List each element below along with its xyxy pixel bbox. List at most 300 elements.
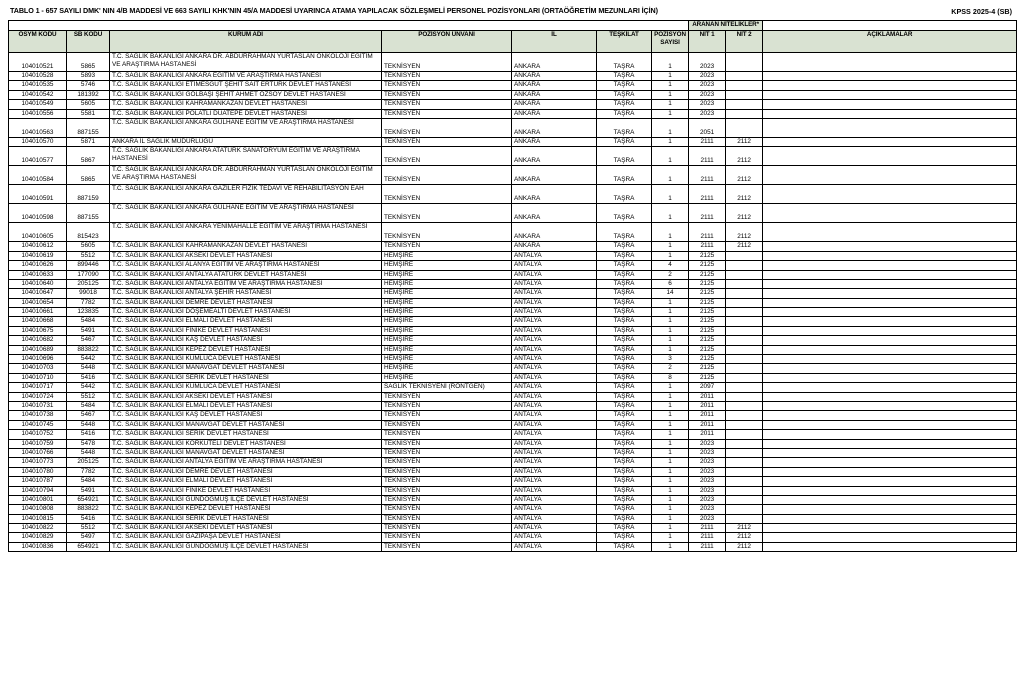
cell-sb-kodu: 5416 <box>67 514 110 523</box>
cell-teskilat: TAŞRA <box>597 279 652 288</box>
cell-osym-kodu: 104010815 <box>9 514 67 523</box>
cell-nit-2: 2112 <box>726 533 763 542</box>
cell-aciklamalar <box>763 270 1017 279</box>
cell-nit-2 <box>726 514 763 523</box>
cell-sb-kodu: 5467 <box>67 411 110 420</box>
cell-kurum-adi: T.C. SAĞLIK BAKANLIĞI GÖLBAŞI ŞEHİT AHMET ÖZSOY DEVLET HASTANESİ <box>110 90 382 99</box>
table-row <box>9 401 1017 410</box>
cell-nit-1: 2125 <box>689 308 726 317</box>
cell-il: ANKARA <box>512 109 597 118</box>
cell-pozisyon-unvani: TEKNİSYEN <box>382 204 512 223</box>
cell-kurum-adi: T.C. SAĞLIK BAKANLIĞI KEPEZ DEVLET HASTANESİ <box>110 345 382 354</box>
table-row <box>9 392 1017 401</box>
cell-pozisyon-sayisi: 1 <box>652 495 689 504</box>
cell-aciklamalar <box>763 486 1017 495</box>
cell-kurum-adi: T.C. SAĞLIK BAKANLIĞI KAHRAMANKAZAN DEVLET HASTANESİ <box>110 242 382 251</box>
cell-il: ANKARA <box>512 242 597 251</box>
cell-kurum-adi: T.C. SAĞLIK BAKANLIĞI FİNİKE DEVLET HASTANESİ <box>110 486 382 495</box>
cell-osym-kodu: 104010556 <box>9 109 67 118</box>
cell-pozisyon-sayisi: 3 <box>652 355 689 364</box>
cell-il: ANTALYA <box>512 326 597 335</box>
cell-pozisyon-unvani: TEKNİSYEN <box>382 505 512 514</box>
cell-nit-2 <box>726 90 763 99</box>
cell-pozisyon-unvani: TEKNİSYEN <box>382 524 512 533</box>
cell-kurum-adi: T.C. SAĞLIK BAKANLIĞI MANAVGAT DEVLET HASTANESİ <box>110 364 382 373</box>
cell-teskilat: TAŞRA <box>597 147 652 166</box>
cell-nit-2 <box>726 109 763 118</box>
cell-pozisyon-unvani: HEMŞİRE <box>382 279 512 288</box>
table-row <box>9 467 1017 476</box>
cell-kurum-adi: T.C. SAĞLIK BAKANLIĞI ANTALYA ŞEHİR HASTANESİ <box>110 289 382 298</box>
cell-teskilat: TAŞRA <box>597 90 652 99</box>
cell-pozisyon-sayisi: 4 <box>652 261 689 270</box>
cell-kurum-adi: T.C. SAĞLIK BAKANLIĞI ANKARA ATATÜRK SANATORYUM EĞİTİM VE ARAŞTIRMA HASTANESİ <box>110 147 382 166</box>
cell-kurum-adi: T.C. SAĞLIK BAKANLIĞI ANKARA EĞİTİM VE ARAŞTIRMA HASTANESİ <box>110 72 382 81</box>
cell-osym-kodu: 104010808 <box>9 505 67 514</box>
cell-kurum-adi: T.C. SAĞLIK BAKANLIĞI DÖŞEMEALTI DEVLET HASTANESİ <box>110 308 382 317</box>
cell-pozisyon-sayisi: 1 <box>652 298 689 307</box>
cell-sb-kodu: 5865 <box>67 166 110 185</box>
cell-pozisyon-sayisi: 2 <box>652 364 689 373</box>
cell-il: ANTALYA <box>512 261 597 270</box>
cell-aciklamalar <box>763 261 1017 270</box>
cell-teskilat: TAŞRA <box>597 524 652 533</box>
cell-pozisyon-unvani: TEKNİSYEN <box>382 90 512 99</box>
group-header-spacer <box>9 21 689 31</box>
cell-pozisyon-sayisi: 1 <box>652 524 689 533</box>
cell-pozisyon-sayisi: 1 <box>652 147 689 166</box>
cell-pozisyon-unvani: TEKNİSYEN <box>382 542 512 551</box>
cell-sb-kodu: 883822 <box>67 505 110 514</box>
cell-nit-1: 2023 <box>689 90 726 99</box>
cell-pozisyon-unvani: TEKNİSYEN <box>382 486 512 495</box>
cell-pozisyon-unvani: TEKNİSYEN <box>382 430 512 439</box>
cell-teskilat: TAŞRA <box>597 458 652 467</box>
table-row <box>9 495 1017 504</box>
cell-sb-kodu: 5467 <box>67 336 110 345</box>
cell-nit-2 <box>726 495 763 504</box>
cell-osym-kodu: 104010794 <box>9 486 67 495</box>
cell-il: ANTALYA <box>512 467 597 476</box>
cell-pozisyon-sayisi: 1 <box>652 505 689 514</box>
cell-osym-kodu: 104010549 <box>9 100 67 109</box>
cell-nit-1: 2023 <box>689 477 726 486</box>
cell-pozisyon-unvani: HEMŞİRE <box>382 317 512 326</box>
cell-nit-2 <box>726 53 763 72</box>
cell-sb-kodu: 7782 <box>67 298 110 307</box>
cell-nit-2 <box>726 458 763 467</box>
table-row <box>9 542 1017 551</box>
cell-teskilat: TAŞRA <box>597 514 652 523</box>
cell-kurum-adi: T.C. SAĞLIK BAKANLIĞI AKSEKİ DEVLET HASTANESİ <box>110 524 382 533</box>
cell-pozisyon-sayisi: 2 <box>652 270 689 279</box>
cell-kurum-adi: T.C. SAĞLIK BAKANLIĞI ANTALYA EĞİTİM VE ARAŞTIRMA HASTANESİ <box>110 279 382 288</box>
cell-pozisyon-unvani: HEMŞİRE <box>382 345 512 354</box>
table-row <box>9 336 1017 345</box>
cell-sb-kodu: 177090 <box>67 270 110 279</box>
cell-osym-kodu: 104010759 <box>9 439 67 448</box>
cell-teskilat: TAŞRA <box>597 486 652 495</box>
cell-nit-2 <box>726 392 763 401</box>
cell-il: ANTALYA <box>512 495 597 504</box>
cell-nit-2 <box>726 298 763 307</box>
cell-pozisyon-unvani: TEKNİSYEN <box>382 401 512 410</box>
cell-osym-kodu: 104010717 <box>9 383 67 392</box>
cell-osym-kodu: 104010654 <box>9 298 67 307</box>
cell-pozisyon-sayisi: 1 <box>652 308 689 317</box>
cell-nit-1: 2111 <box>689 242 726 251</box>
cell-teskilat: TAŞRA <box>597 118 652 137</box>
cell-nit-1: 2111 <box>689 147 726 166</box>
cell-pozisyon-unvani: HEMŞİRE <box>382 355 512 364</box>
cell-nit-2 <box>726 411 763 420</box>
cell-nit-2 <box>726 336 763 345</box>
cell-nit-2 <box>726 439 763 448</box>
cell-sb-kodu: 205125 <box>67 458 110 467</box>
cell-osym-kodu: 104010822 <box>9 524 67 533</box>
cell-nit-2 <box>726 345 763 354</box>
cell-kurum-adi: T.C. SAĞLIK BAKANLIĞI ANKARA GÜLHANE EĞİTİM VE ARAŞTIRMA HASTANESİ <box>110 204 382 223</box>
table-row <box>9 373 1017 382</box>
cell-teskilat: TAŞRA <box>597 373 652 382</box>
table-row <box>9 439 1017 448</box>
cell-kurum-adi: T.C. SAĞLIK BAKANLIĞI KORKUTELİ DEVLET HASTANESİ <box>110 439 382 448</box>
cell-osym-kodu: 104010682 <box>9 336 67 345</box>
table-header <box>9 21 1017 53</box>
cell-pozisyon-sayisi: 1 <box>652 467 689 476</box>
cell-il: ANTALYA <box>512 477 597 486</box>
cell-sb-kodu: 899446 <box>67 261 110 270</box>
cell-osym-kodu: 104010675 <box>9 326 67 335</box>
cell-osym-kodu: 104010752 <box>9 430 67 439</box>
cell-teskilat: TAŞRA <box>597 251 652 260</box>
cell-teskilat: TAŞRA <box>597 261 652 270</box>
cell-aciklamalar <box>763 383 1017 392</box>
document-header <box>8 6 1016 20</box>
positions-table <box>8 20 1017 552</box>
table-row <box>9 242 1017 251</box>
cell-kurum-adi: T.C. SAĞLIK BAKANLIĞI DEMRE DEVLET HASTANESİ <box>110 467 382 476</box>
cell-pozisyon-unvani: TEKNİSYEN <box>382 100 512 109</box>
cell-nit-1: 2023 <box>689 109 726 118</box>
cell-aciklamalar <box>763 223 1017 242</box>
cell-teskilat: TAŞRA <box>597 308 652 317</box>
col-osym-kodu: ÖSYM KODU <box>9 31 67 53</box>
cell-pozisyon-sayisi: 1 <box>652 430 689 439</box>
cell-pozisyon-unvani: HEMŞİRE <box>382 251 512 260</box>
cell-aciklamalar <box>763 298 1017 307</box>
table-row <box>9 279 1017 288</box>
cell-teskilat: TAŞRA <box>597 467 652 476</box>
cell-nit-1: 2051 <box>689 118 726 137</box>
cell-aciklamalar <box>763 524 1017 533</box>
cell-pozisyon-unvani: TEKNİSYEN <box>382 81 512 90</box>
cell-nit-1: 2111 <box>689 166 726 185</box>
cell-osym-kodu: 104010689 <box>9 345 67 354</box>
cell-teskilat: TAŞRA <box>597 411 652 420</box>
cell-nit-2 <box>726 477 763 486</box>
exam-code-label: KPSS 2025-4 (SB) <box>951 7 1012 16</box>
table-row <box>9 326 1017 335</box>
cell-nit-2 <box>726 279 763 288</box>
cell-nit-1: 2023 <box>689 81 726 90</box>
cell-teskilat: TAŞRA <box>597 533 652 542</box>
cell-osym-kodu: 104010521 <box>9 53 67 72</box>
cell-nit-1: 2023 <box>689 53 726 72</box>
cell-sb-kodu: 5605 <box>67 100 110 109</box>
table-row <box>9 261 1017 270</box>
table-row <box>9 533 1017 542</box>
cell-sb-kodu: 815423 <box>67 223 110 242</box>
table-row <box>9 514 1017 523</box>
col-kurum-adi: KURUM ADI <box>110 31 382 53</box>
cell-nit-2 <box>726 486 763 495</box>
cell-aciklamalar <box>763 53 1017 72</box>
table-group-header-row <box>9 21 1017 31</box>
cell-osym-kodu: 104010612 <box>9 242 67 251</box>
cell-pozisyon-unvani: TEKNİSYEN <box>382 147 512 166</box>
cell-teskilat: TAŞRA <box>597 448 652 457</box>
col-aciklamalar: AÇIKLAMALAR <box>763 31 1017 53</box>
cell-kurum-adi: T.C. SAĞLIK BAKANLIĞI ANKARA GAZİLER FİZİK TEDAVİ VE REHABİLİTASYON EAH <box>110 185 382 204</box>
cell-pozisyon-sayisi: 1 <box>652 448 689 457</box>
cell-aciklamalar <box>763 326 1017 335</box>
cell-sb-kodu: 5484 <box>67 477 110 486</box>
cell-il: ANTALYA <box>512 448 597 457</box>
cell-sb-kodu: 5448 <box>67 420 110 429</box>
cell-kurum-adi: T.C. SAĞLIK BAKANLIĞI KAŞ DEVLET HASTANESİ <box>110 336 382 345</box>
cell-kurum-adi: T.C. SAĞLIK BAKANLIĞI ANTALYA EĞİTİM VE ARAŞTIRMA HASTANESİ <box>110 458 382 467</box>
table-row <box>9 355 1017 364</box>
cell-il: ANTALYA <box>512 251 597 260</box>
cell-sb-kodu: 99018 <box>67 289 110 298</box>
cell-teskilat: TAŞRA <box>597 430 652 439</box>
cell-sb-kodu: 5605 <box>67 242 110 251</box>
cell-il: ANTALYA <box>512 411 597 420</box>
cell-nit-1: 2011 <box>689 430 726 439</box>
cell-pozisyon-unvani: TEKNİSYEN <box>382 72 512 81</box>
cell-il: ANTALYA <box>512 514 597 523</box>
cell-il: ANKARA <box>512 147 597 166</box>
cell-il: ANTALYA <box>512 524 597 533</box>
cell-kurum-adi: T.C. SAĞLIK BAKANLIĞI POLATLI DUATEPE DEVLET HASTANESİ <box>110 109 382 118</box>
cell-nit-1: 2111 <box>689 524 726 533</box>
cell-nit-1: 2111 <box>689 137 726 146</box>
cell-sb-kodu: 5581 <box>67 109 110 118</box>
cell-kurum-adi: T.C. SAĞLIK BAKANLIĞI SERİK DEVLET HASTANESİ <box>110 373 382 382</box>
cell-sb-kodu: 654921 <box>67 542 110 551</box>
cell-nit-2 <box>726 430 763 439</box>
cell-osym-kodu: 104010703 <box>9 364 67 373</box>
cell-pozisyon-sayisi: 1 <box>652 166 689 185</box>
cell-nit-2 <box>726 373 763 382</box>
cell-pozisyon-sayisi: 1 <box>652 90 689 99</box>
cell-nit-2: 2112 <box>726 185 763 204</box>
cell-il: ANKARA <box>512 204 597 223</box>
cell-nit-2 <box>726 308 763 317</box>
cell-aciklamalar <box>763 364 1017 373</box>
cell-aciklamalar <box>763 392 1017 401</box>
cell-nit-1: 2111 <box>689 533 726 542</box>
cell-nit-2: 2112 <box>726 223 763 242</box>
cell-aciklamalar <box>763 336 1017 345</box>
table-row <box>9 308 1017 317</box>
cell-pozisyon-sayisi: 1 <box>652 392 689 401</box>
cell-aciklamalar <box>763 118 1017 137</box>
cell-aciklamalar <box>763 185 1017 204</box>
cell-pozisyon-sayisi: 1 <box>652 223 689 242</box>
cell-sb-kodu: 5442 <box>67 383 110 392</box>
cell-pozisyon-sayisi: 1 <box>652 53 689 72</box>
cell-aciklamalar <box>763 100 1017 109</box>
cell-sb-kodu: 123835 <box>67 308 110 317</box>
cell-osym-kodu: 104010710 <box>9 373 67 382</box>
cell-pozisyon-unvani: TEKNİSYEN <box>382 223 512 242</box>
cell-nit-2: 2112 <box>726 166 763 185</box>
cell-nit-1: 2125 <box>689 270 726 279</box>
cell-il: ANKARA <box>512 118 597 137</box>
cell-aciklamalar <box>763 147 1017 166</box>
cell-nit-1: 2023 <box>689 100 726 109</box>
cell-pozisyon-unvani: TEKNİSYEN <box>382 467 512 476</box>
table-row <box>9 458 1017 467</box>
cell-pozisyon-sayisi: 1 <box>652 326 689 335</box>
cell-pozisyon-unvani: SAĞLIK TEKNİSYENİ (RÖNTGEN) <box>382 383 512 392</box>
cell-osym-kodu: 104010591 <box>9 185 67 204</box>
cell-nit-1: 2111 <box>689 223 726 242</box>
cell-kurum-adi: T.C. SAĞLIK BAKANLIĞI DEMRE DEVLET HASTANESİ <box>110 298 382 307</box>
col-sb-kodu: SB KODU <box>67 31 110 53</box>
cell-kurum-adi: ANKARA İL SAĞLIK MÜDÜRLÜĞÜ <box>110 137 382 146</box>
cell-nit-2 <box>726 118 763 137</box>
cell-teskilat: TAŞRA <box>597 439 652 448</box>
table-row <box>9 411 1017 420</box>
cell-pozisyon-sayisi: 1 <box>652 383 689 392</box>
cell-teskilat: TAŞRA <box>597 242 652 251</box>
cell-kurum-adi: T.C. SAĞLIK BAKANLIĞI ANTALYA ATATÜRK DEVLET HASTANESİ <box>110 270 382 279</box>
cell-nit-1: 2125 <box>689 317 726 326</box>
cell-il: ANTALYA <box>512 486 597 495</box>
cell-osym-kodu: 104010528 <box>9 72 67 81</box>
col-pozisyon-sayisi: POZİSYON SAYISI <box>652 31 689 53</box>
cell-il: ANTALYA <box>512 439 597 448</box>
cell-pozisyon-sayisi: 1 <box>652 109 689 118</box>
cell-osym-kodu: 104010584 <box>9 166 67 185</box>
cell-pozisyon-unvani: TEKNİSYEN <box>382 185 512 204</box>
cell-pozisyon-unvani: HEMŞİRE <box>382 270 512 279</box>
cell-kurum-adi: T.C. SAĞLIK BAKANLIĞI ANKARA DR. ABDURRAHMAN YURTASLAN ONKOLOJİ EĞİTİM VE ARAŞTIRMA HASTANESİ <box>110 53 382 72</box>
table-row <box>9 430 1017 439</box>
cell-kurum-adi: T.C. SAĞLIK BAKANLIĞI ALANYA EĞİTİM VE ARAŞTIRMA HASTANESİ <box>110 261 382 270</box>
cell-pozisyon-sayisi: 8 <box>652 373 689 382</box>
cell-osym-kodu: 104010598 <box>9 204 67 223</box>
cell-il: ANTALYA <box>512 542 597 551</box>
cell-nit-2 <box>726 326 763 335</box>
cell-sb-kodu: 5491 <box>67 486 110 495</box>
cell-pozisyon-sayisi: 1 <box>652 336 689 345</box>
table-row <box>9 486 1017 495</box>
group-header-aranan-nitelikler: ARANAN NİTELİKLER* <box>689 21 763 31</box>
cell-il: ANTALYA <box>512 420 597 429</box>
cell-kurum-adi: T.C. SAĞLIK BAKANLIĞI GÜNDOĞMUŞ İLÇE DEVLET HASTANESİ <box>110 542 382 551</box>
cell-teskilat: TAŞRA <box>597 355 652 364</box>
cell-pozisyon-unvani: TEKNİSYEN <box>382 137 512 146</box>
cell-aciklamalar <box>763 90 1017 99</box>
cell-sb-kodu: 5448 <box>67 448 110 457</box>
cell-nit-2: 2112 <box>726 542 763 551</box>
cell-pozisyon-unvani: TEKNİSYEN <box>382 392 512 401</box>
cell-il: ANKARA <box>512 72 597 81</box>
table-row <box>9 185 1017 204</box>
cell-kurum-adi: T.C. SAĞLIK BAKANLIĞI GÜNDOĞMUŞ İLÇE DEVLET HASTANESİ <box>110 495 382 504</box>
cell-teskilat: TAŞRA <box>597 185 652 204</box>
cell-nit-1: 2011 <box>689 401 726 410</box>
cell-sb-kodu: 5416 <box>67 430 110 439</box>
cell-teskilat: TAŞRA <box>597 270 652 279</box>
table-row <box>9 81 1017 90</box>
cell-pozisyon-unvani: TEKNİSYEN <box>382 448 512 457</box>
cell-kurum-adi: T.C. SAĞLIK BAKANLIĞI ANKARA GÜLHANE EĞİTİM VE ARAŞTIRMA HASTANESİ <box>110 118 382 137</box>
cell-sb-kodu: 5484 <box>67 401 110 410</box>
cell-kurum-adi: T.C. SAĞLIK BAKANLIĞI AKSEKİ DEVLET HASTANESİ <box>110 251 382 260</box>
cell-aciklamalar <box>763 448 1017 457</box>
table-row <box>9 289 1017 298</box>
cell-il: ANKARA <box>512 137 597 146</box>
table-row <box>9 118 1017 137</box>
cell-il: ANTALYA <box>512 289 597 298</box>
cell-teskilat: TAŞRA <box>597 289 652 298</box>
table-row <box>9 317 1017 326</box>
cell-teskilat: TAŞRA <box>597 345 652 354</box>
cell-osym-kodu: 104010542 <box>9 90 67 99</box>
cell-pozisyon-sayisi: 1 <box>652 458 689 467</box>
cell-kurum-adi: T.C. SAĞLIK BAKANLIĞI ELMALI DEVLET HASTANESİ <box>110 317 382 326</box>
cell-pozisyon-unvani: TEKNİSYEN <box>382 53 512 72</box>
cell-osym-kodu: 104010724 <box>9 392 67 401</box>
cell-osym-kodu: 104010626 <box>9 261 67 270</box>
cell-osym-kodu: 104010535 <box>9 81 67 90</box>
cell-teskilat: TAŞRA <box>597 81 652 90</box>
table-row <box>9 448 1017 457</box>
cell-nit-2 <box>726 72 763 81</box>
cell-sb-kodu: 5448 <box>67 364 110 373</box>
cell-teskilat: TAŞRA <box>597 72 652 81</box>
cell-nit-1: 2023 <box>689 467 726 476</box>
cell-il: ANKARA <box>512 90 597 99</box>
cell-kurum-adi: T.C. SAĞLIK BAKANLIĞI ANKARA DR. ABDURRAHMAN YURTASLAN ONKOLOJİ EĞİTİM VE ARAŞTIRMA HASTANESİ <box>110 166 382 185</box>
cell-teskilat: TAŞRA <box>597 298 652 307</box>
table-row <box>9 298 1017 307</box>
cell-il: ANTALYA <box>512 505 597 514</box>
cell-il: ANKARA <box>512 53 597 72</box>
cell-pozisyon-sayisi: 1 <box>652 204 689 223</box>
table-row <box>9 166 1017 185</box>
cell-teskilat: TAŞRA <box>597 505 652 514</box>
cell-nit-1: 2125 <box>689 355 726 364</box>
cell-il: ANKARA <box>512 81 597 90</box>
cell-pozisyon-sayisi: 1 <box>652 486 689 495</box>
cell-osym-kodu: 104010570 <box>9 137 67 146</box>
cell-sb-kodu: 887155 <box>67 118 110 137</box>
table-row <box>9 53 1017 72</box>
cell-sb-kodu: 654921 <box>67 495 110 504</box>
cell-teskilat: TAŞRA <box>597 542 652 551</box>
cell-nit-2 <box>726 251 763 260</box>
table-row <box>9 72 1017 81</box>
cell-il: ANTALYA <box>512 430 597 439</box>
cell-nit-1: 2125 <box>689 336 726 345</box>
cell-pozisyon-unvani: TEKNİSYEN <box>382 242 512 251</box>
